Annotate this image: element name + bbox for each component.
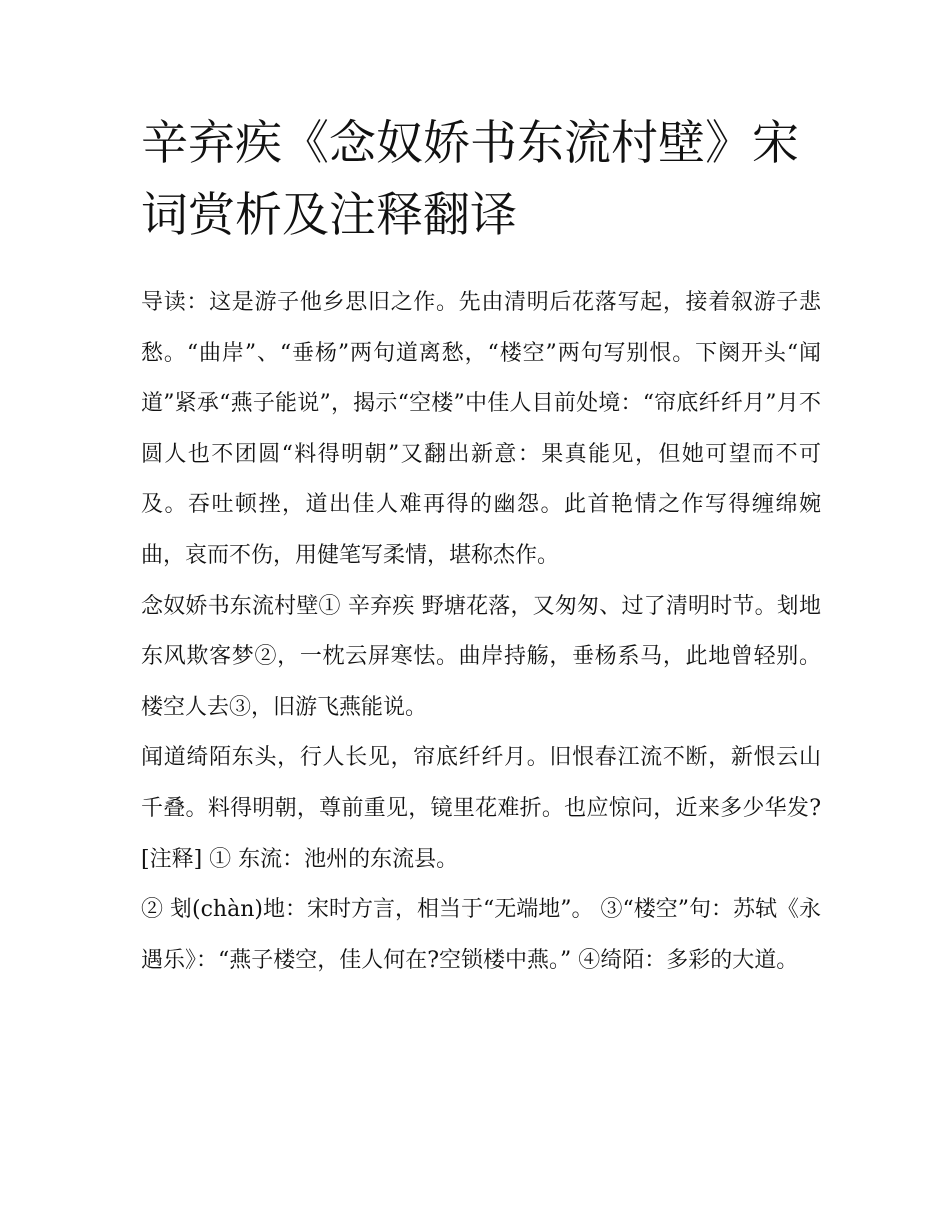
poem-first-stanza-paragraph: 念奴娇书东流村壁① 辛弃疾 野塘花落，又匆匆、过了清明时节。刬地东风欺客梦②，一枕云屏寒怯。曲岸持觞，垂杨系马，此地曾轻别。楼空人去③，旧游飞燕能说。: [141, 593, 821, 720]
poem-second-stanza-paragraph: 闻道绮陌东头，行人长见，帘底纤纤月。旧恨春江流不断，新恨云山千叠。料得明朝，尊前重见，镜里花难折。也应惊问，近来多少华发? [注释] ① 东流：池州的东流县。: [141, 745, 821, 872]
intro-paragraph: 导读：这是游子他乡思旧之作。先由清明后花落写起，接着叙游子悲愁。“曲岸”、“垂杨”两句道离愁，“楼空”两句写别恨。下阕开头“闻道”紧承“燕子能说”，揭示“空楼”中佳人目前处境：“帘底纤纤月”月不圆人也不团圆“料得明朝”又翻出新意：果真能见，但她可望而不可及。吞吐顿挫，道出佳人难再得的幽怨。此首艳情之作写得缠绵婉曲，哀而不伤，用健笔写柔情，堪称杰作。: [141, 290, 821, 568]
document-page: [141, 108, 821, 986]
page-title: 辛弃疾《念奴娇书东流村壁》宋词赏析及注释翻译: [141, 116, 799, 243]
annotation-paragraph: ② 刬(chàn)地：宋时方言，相当于“无端地”。 ③“楼空”句：苏轼《永遇乐》：“燕子楼空，佳人何在?空锁楼中燕。” ④绮陌：多彩的大道。: [141, 897, 821, 973]
